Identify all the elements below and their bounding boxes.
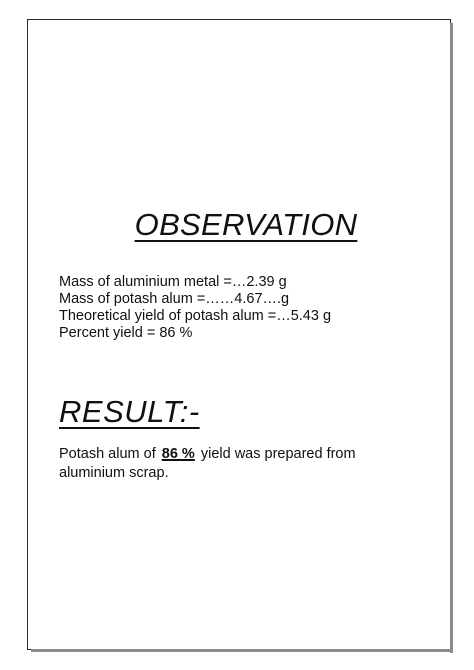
observation-heading: OBSERVATION	[134, 207, 358, 242]
observation-line-potash-alum-mass: Mass of potash alum =……4.67….g	[59, 291, 290, 307]
page-border-shadow-bottom	[31, 649, 453, 652]
result-heading: RESULT:-	[59, 394, 200, 429]
observation-list	[59, 274, 331, 342]
observation-line-aluminium-mass: Mass of aluminium metal =…2.39 g	[59, 274, 287, 290]
observation-line-theoretical-yield: Theoretical yield of potash alum =…5.43 g	[59, 308, 332, 324]
result-text-after: yield was prepared from aluminium scrap.	[59, 446, 356, 481]
result-text-before: Potash alum of	[59, 446, 160, 462]
page-border-shadow-right	[450, 23, 453, 653]
result-statement	[59, 445, 419, 483]
result-yield-value: 86 %	[161, 446, 195, 462]
observation-line-percent-yield: Percent yield = 86 %	[59, 325, 193, 341]
